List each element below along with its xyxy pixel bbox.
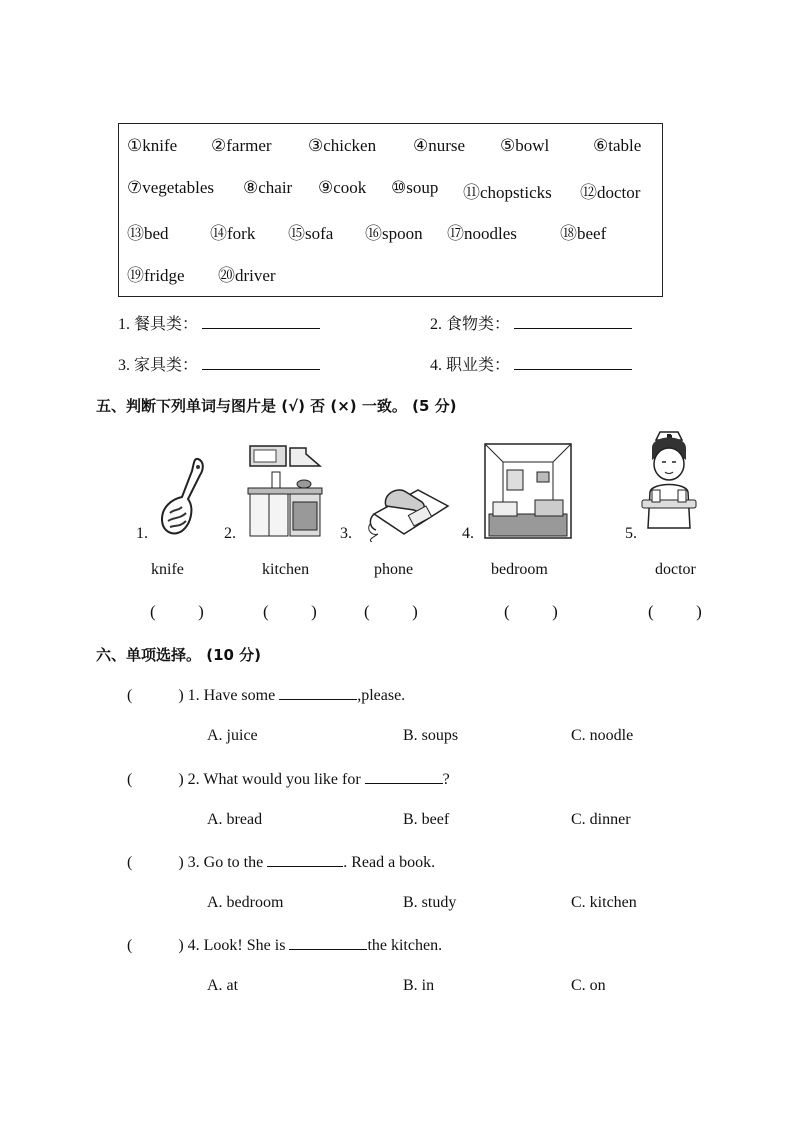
kitchen-icon (246, 442, 324, 540)
item-number: 1. (136, 525, 148, 542)
item-number: 3. (340, 525, 352, 542)
nurse-icon (636, 430, 702, 530)
option[interactable]: C. on (571, 977, 606, 994)
word-item: ⑬bed (127, 224, 169, 243)
answer-blank[interactable] (365, 769, 443, 784)
word-item: ⑮sofa (288, 224, 334, 243)
word-item: ⑤bowl (500, 136, 550, 155)
word-item: ⑧chair (243, 178, 293, 197)
word-item: ④nurse (413, 136, 466, 155)
option[interactable]: C. kitchen (571, 894, 637, 911)
question-row (127, 935, 442, 955)
word-item: ⑭fork (210, 224, 256, 243)
room-icon (483, 442, 573, 540)
question-text-pre: ) 1. Have some (178, 687, 280, 704)
word-item: ⑪chopsticks (463, 183, 552, 202)
answer-paren[interactable]: ( ) (504, 602, 558, 621)
section-heading: 五、判断下列单词与图片是 (√) 否 (×) 一致。 (5 分) (96, 397, 457, 415)
answer-blank[interactable] (202, 312, 320, 329)
option[interactable]: A. bedroom (207, 894, 284, 911)
answer-paren-open[interactable]: ( (127, 854, 133, 871)
question-row (127, 685, 405, 705)
item-word: bedroom (491, 561, 548, 578)
category-row (118, 311, 320, 334)
question-text-post: the kitchen. (367, 937, 443, 954)
category-label: 2. 食物类： (430, 316, 511, 333)
word-box (118, 123, 663, 297)
option[interactable]: A. bread (207, 811, 263, 828)
answer-blank[interactable] (279, 685, 357, 700)
option[interactable]: A. juice (207, 727, 258, 744)
option[interactable]: C. noodle (571, 727, 634, 744)
answer-paren[interactable]: ( ) (263, 602, 317, 621)
item-number: 5. (625, 525, 637, 542)
answer-paren-open[interactable]: ( (127, 771, 133, 788)
section-heading: 六、单项选择。 (10 分) (96, 646, 262, 664)
answer-blank[interactable] (514, 312, 632, 329)
word-item: ⑥table (593, 136, 642, 155)
question-row (127, 852, 435, 872)
item-word: doctor (655, 561, 696, 578)
category-row (118, 352, 320, 375)
item-number: 2. (224, 525, 236, 542)
item-number: 4. (462, 525, 474, 542)
question-text-pre: ) 3. Go to the (178, 854, 268, 871)
question-text-pre: ) 4. Look! She is (178, 937, 290, 954)
word-item: ①knife (127, 136, 178, 155)
word-item: ⑱beef (560, 224, 607, 243)
word-item: ⑲fridge (127, 266, 185, 285)
question-text-post: ,please. (357, 687, 406, 704)
word-item: ⑨cook (318, 178, 367, 197)
option[interactable]: A. at (207, 977, 239, 994)
answer-paren[interactable]: ( ) (150, 602, 204, 621)
answer-blank[interactable] (289, 935, 367, 950)
phone-icon (364, 484, 452, 542)
category-label: 3. 家具类： (118, 357, 199, 374)
word-item: ⑰noodles (447, 224, 517, 243)
answer-blank[interactable] (202, 353, 320, 370)
category-label: 1. 餐具类： (118, 316, 199, 333)
question-text-post: ? (442, 771, 450, 788)
word-item: ⑫doctor (580, 183, 641, 202)
option[interactable]: B. beef (403, 811, 450, 828)
word-item: ③chicken (308, 136, 377, 155)
item-word: kitchen (262, 561, 310, 578)
answer-paren[interactable]: ( ) (364, 602, 418, 621)
word-item: ②farmer (211, 136, 272, 155)
question-text-post: . Read a book. (343, 854, 436, 871)
item-word: knife (151, 561, 184, 578)
option[interactable]: C. dinner (571, 811, 631, 828)
spoon-icon (158, 455, 210, 540)
word-item: ⑦vegetables (127, 178, 214, 197)
answer-paren-open[interactable]: ( (127, 687, 133, 704)
answer-paren[interactable]: ( ) (648, 602, 702, 621)
question-row (127, 769, 450, 789)
word-item: ⑩soup (391, 178, 439, 197)
option[interactable]: B. soups (403, 727, 459, 744)
category-row (430, 311, 632, 334)
word-item: ⑳driver (218, 266, 276, 285)
category-row (430, 352, 632, 375)
option[interactable]: B. in (403, 977, 435, 994)
answer-blank[interactable] (267, 852, 343, 867)
answer-blank[interactable] (514, 353, 632, 370)
category-label: 4. 职业类： (430, 357, 511, 374)
option[interactable]: B. study (403, 894, 457, 911)
item-word: phone (374, 561, 414, 578)
answer-paren-open[interactable]: ( (127, 937, 133, 954)
question-text-pre: ) 2. What would you like for (178, 771, 365, 788)
word-item: ⑯spoon (365, 224, 423, 243)
